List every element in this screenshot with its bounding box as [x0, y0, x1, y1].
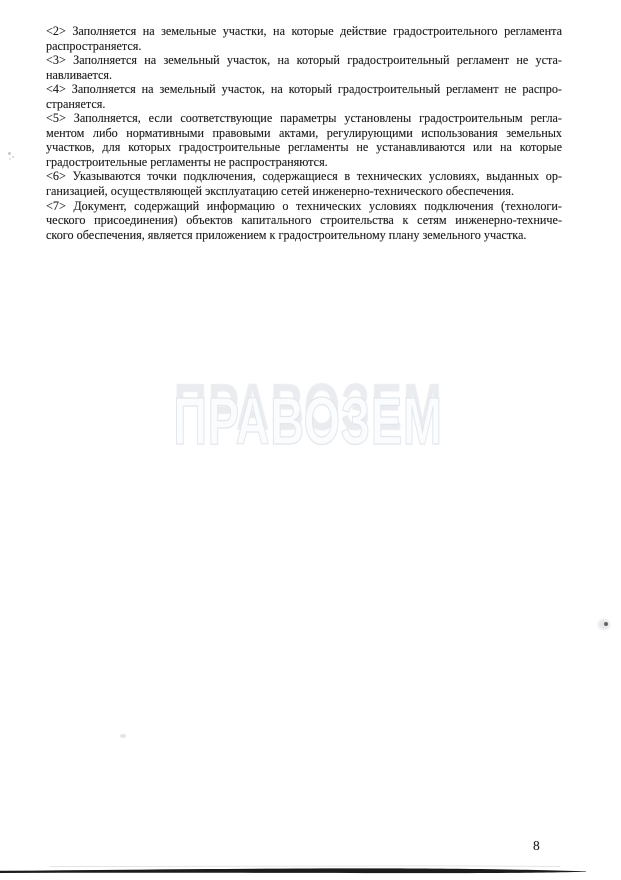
watermark-text: ПРАВОЗЕМ — [173, 384, 443, 459]
scan-speck — [604, 622, 608, 626]
footnote-line: <5> Заполняется, если соответствующие параметры установлены градостроительным регла- — [46, 111, 562, 126]
footnote — [46, 169, 562, 198]
footnote-line: ского обеспечения, является приложением к градостроительному плану земельного участка. — [46, 227, 527, 242]
footnote-line: <2> Заполняется на земельные участки, на которые действие градостроительного регламента — [46, 24, 562, 38]
footnote-line: ганизацией, осуществляющей эксплуатацию сетей инженерно-технического обеспечения. — [46, 184, 515, 199]
footnote — [46, 53, 562, 82]
footnote-line: ческого присоединения) объектов капитального строительства к сетям инженерно-техниче- — [46, 213, 562, 228]
scan-speck — [120, 734, 126, 738]
footnote — [46, 24, 562, 53]
footnote — [46, 199, 562, 243]
footnotes-block — [46, 24, 562, 242]
scan-edge-smear — [50, 866, 560, 867]
footnote-line: градостроительные регламенты не распространяются. — [46, 154, 328, 169]
footnote-line: навливается. — [46, 67, 113, 82]
footnote-line: <3> Заполняется на земельный участок, на который градостроительный регламент не уста- — [46, 53, 562, 68]
footnote-line: <6> Указываются точки подключения, содержащиеся в технических условиях, выданных ор- — [46, 169, 562, 184]
page-number: 8 — [533, 838, 540, 853]
footnote-line: ментом либо нормативными правовыми актами, регулирующими использования земельных — [46, 125, 562, 140]
footnote — [46, 82, 562, 111]
scan-edge-line — [0, 868, 586, 873]
footnote-line: страняется. — [46, 96, 106, 111]
scan-speck — [12, 156, 14, 158]
footnote-line: <7> Документ, содержащий информацию о технических условиях подключения (технологи- — [46, 198, 562, 213]
scan-speck — [8, 152, 11, 155]
footnote — [46, 111, 562, 169]
footnote-line: участков, для которых градостроительные регламенты не устанавливаются или на которые — [46, 140, 562, 155]
scan-bottom-edge-artifact — [0, 862, 621, 880]
footnote-line: распространяется. — [46, 38, 142, 53]
footnote-line: <4> Заполняется на земельный участок, на который градостроительный регламент не распро- — [46, 82, 562, 97]
scan-speck — [9, 158, 11, 160]
